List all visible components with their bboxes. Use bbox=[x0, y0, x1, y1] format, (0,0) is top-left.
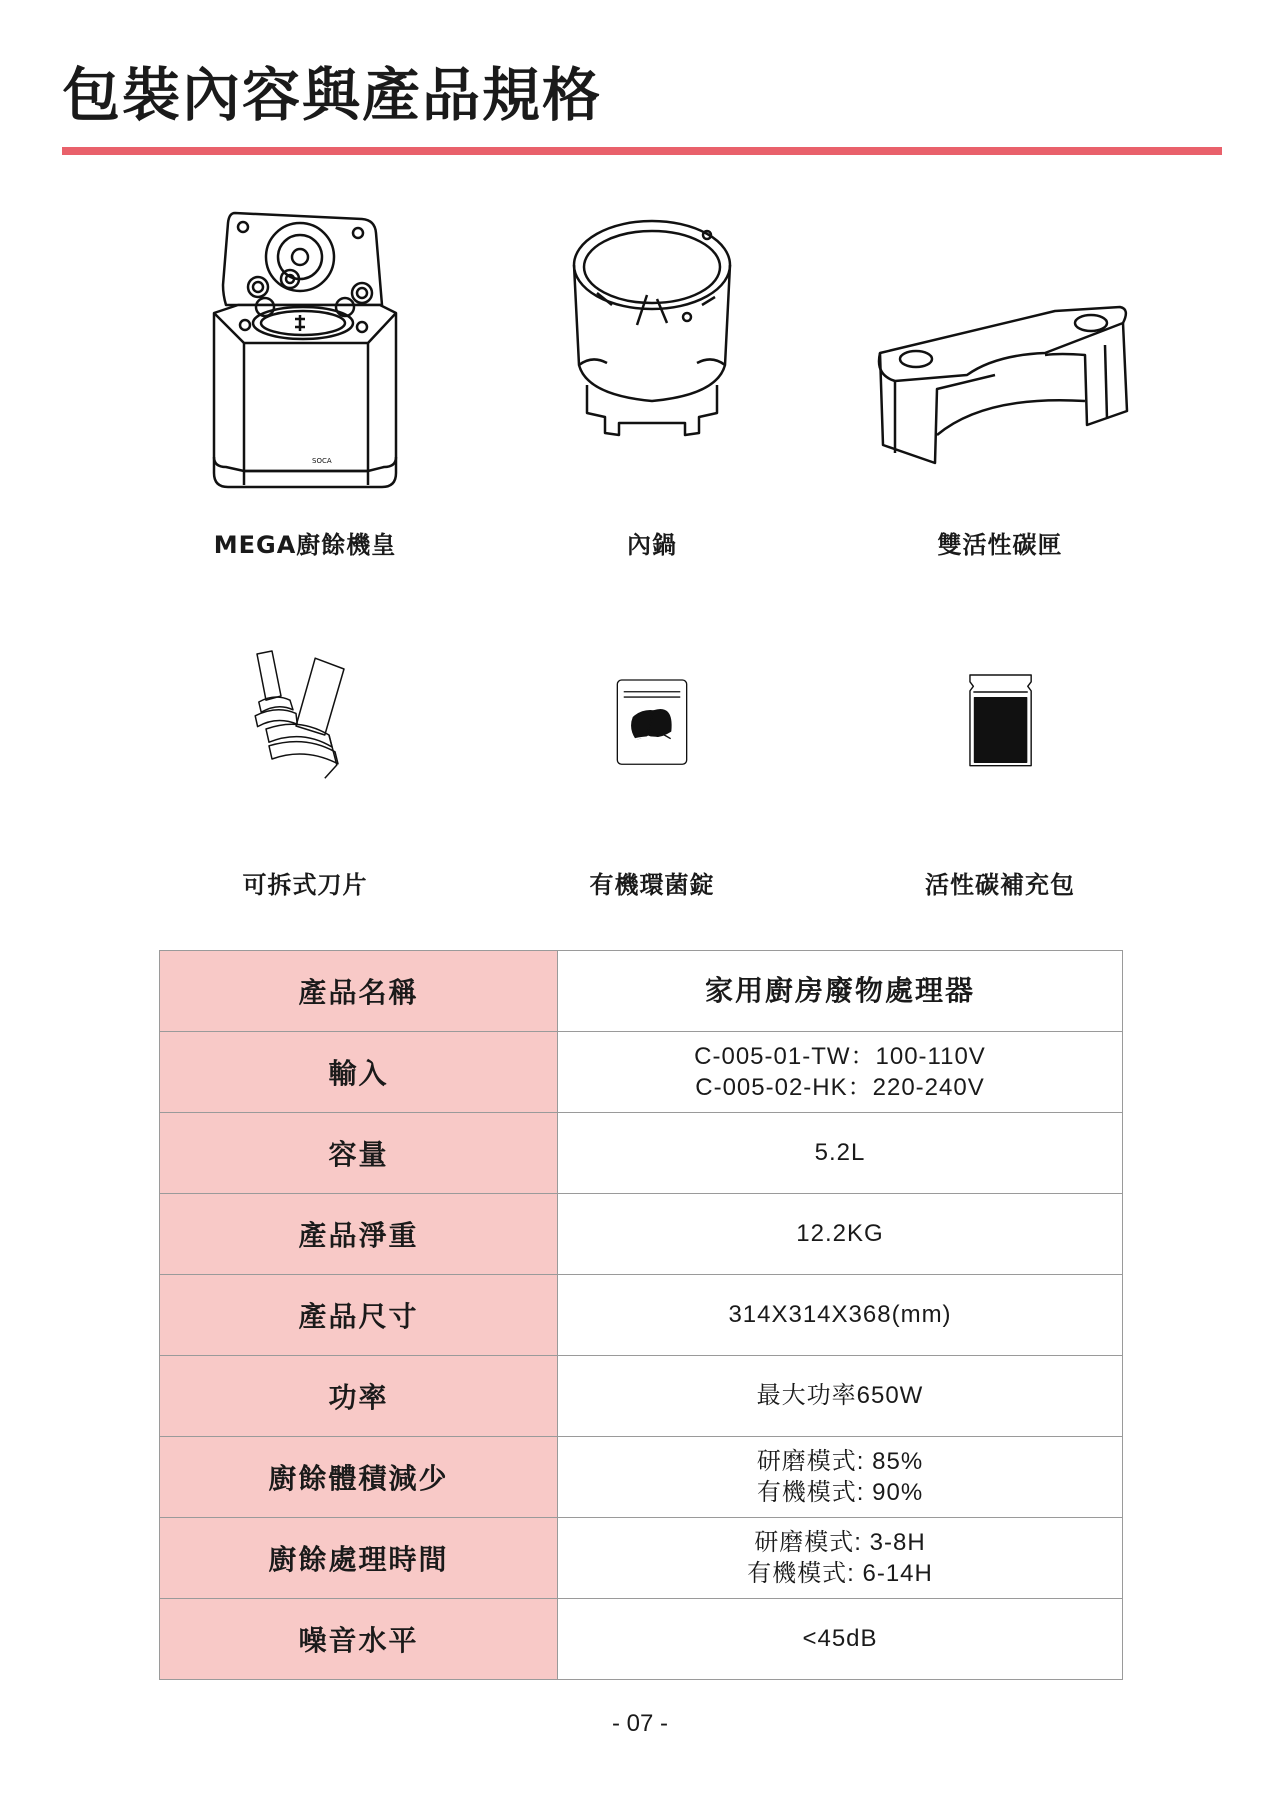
package-item-label: 有機環菌錠 bbox=[589, 871, 715, 899]
spec-key: 輸入 bbox=[160, 1032, 558, 1113]
table-row bbox=[160, 951, 1123, 1032]
spec-key: 產品尺寸 bbox=[160, 1275, 558, 1356]
spec-value: 研磨模式: 3-8H 有機模式: 6-14H bbox=[558, 1518, 1123, 1599]
package-item-label: 活性碳補充包 bbox=[925, 871, 1075, 899]
title-divider bbox=[62, 147, 1222, 155]
spec-value: 家用廚房廢物處理器 bbox=[558, 951, 1123, 1032]
table-row bbox=[160, 1032, 1123, 1113]
table-row bbox=[160, 1275, 1123, 1356]
table-row bbox=[160, 1113, 1123, 1194]
leaf-pouch-icon bbox=[487, 680, 817, 840]
spec-key: 容量 bbox=[160, 1113, 558, 1194]
spec-value: 研磨模式: 85% 有機模式: 90% bbox=[558, 1437, 1123, 1518]
spec-key: 噪音水平 bbox=[160, 1599, 558, 1680]
package-item-label: 內鍋 bbox=[627, 531, 677, 559]
table-row bbox=[160, 1437, 1123, 1518]
spec-value: 12.2KG bbox=[558, 1194, 1123, 1275]
table-row bbox=[160, 1518, 1123, 1599]
carbon-refill-bag-icon bbox=[835, 675, 1165, 845]
package-item-label: 可拆式刀片 bbox=[242, 871, 368, 899]
blade-icon bbox=[140, 645, 470, 825]
spec-key: 廚餘體積減少 bbox=[160, 1437, 558, 1518]
page-title: 包裝內容與產品規格 bbox=[62, 61, 603, 129]
spec-table bbox=[159, 950, 1123, 1680]
table-row bbox=[160, 1599, 1123, 1680]
spec-key: 廚餘處理時間 bbox=[160, 1518, 558, 1599]
spec-value: <45dB bbox=[558, 1599, 1123, 1680]
spec-value: 最大功率650W bbox=[558, 1356, 1123, 1437]
spec-value: 5.2L bbox=[558, 1113, 1123, 1194]
spec-key: 產品淨重 bbox=[160, 1194, 558, 1275]
page-number: - 07 - bbox=[611, 1710, 668, 1737]
spec-value: 314X314X368(mm) bbox=[558, 1275, 1123, 1356]
spec-value: C-005-01-TW：100-110V C-005-02-HK：220-240V bbox=[558, 1032, 1123, 1113]
table-row bbox=[160, 1356, 1123, 1437]
spec-key: 功率 bbox=[160, 1356, 558, 1437]
machine-logo-text: SOCA bbox=[312, 457, 332, 465]
package-item-label: MEGA廚餘機皇 bbox=[213, 531, 397, 559]
table-row bbox=[160, 1194, 1123, 1275]
package-item-label: 雙活性碳匣 bbox=[937, 531, 1063, 559]
spec-key: 產品名稱 bbox=[160, 951, 558, 1032]
